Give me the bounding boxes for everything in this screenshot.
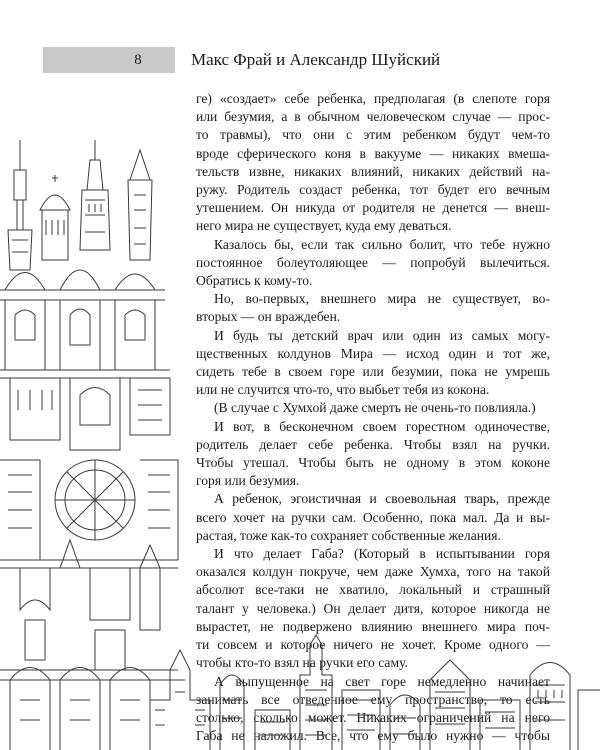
text-line: тельств извне, никаких влияний, никаких действий на- xyxy=(196,163,550,179)
text-line: талант у человека.) Он делает дитя, которое никогда не xyxy=(196,600,550,616)
text-line: А ребенок, эгоистичная и своевольная тварь, прежде xyxy=(214,491,550,507)
text-line: Чтобы утешал. Чтобы быть не одному в этом коконе xyxy=(196,455,550,471)
text-line: родитель делает себе ребенка. Чтобы взял на ручки. xyxy=(196,436,550,452)
text-line: И что делает Габа? (Который в испытывании горя xyxy=(214,546,550,562)
text-line: всего хочет на ручки сам. Особенно, пока мал. Да и вы- xyxy=(196,509,550,525)
running-title: Макс Фрай и Александр Шуйский xyxy=(191,50,441,69)
text-line: столько, сколько может. Никаких ограничений на него xyxy=(196,709,550,725)
text-line: Обратись к кому-то. xyxy=(196,273,313,289)
text-line: утешением. Он никуда от родителя не денется — внеш- xyxy=(196,200,550,216)
text-line: оказался колдун покруче, чем даже Хумха, того на такой xyxy=(196,564,550,580)
text-line: занимать все отведенное ему пространство, то есть xyxy=(196,691,550,707)
text-line: постоянное болеутоляющее — попробуй вылечиться. xyxy=(196,254,550,270)
text-line: то травмы), что они с этим ребенком будут чем-то xyxy=(196,127,550,143)
text-line: него мира не существует, куда ему деваться. xyxy=(196,218,452,234)
page-number: 8 xyxy=(134,52,142,68)
text-line: А выпущенное на свет горе немедленно начинает xyxy=(214,673,550,689)
text-line: И будь ты детский врач или один из самых могу- xyxy=(214,327,550,343)
text-line: чтобы кто-то взял на ручки его саму. xyxy=(196,655,408,671)
text-line: Но, во-первых, внешнего мира не существует, во- xyxy=(214,291,550,307)
bottom-city-skyline-illustration xyxy=(150,630,600,750)
text-line: горя или безумия. xyxy=(196,473,300,489)
header-band xyxy=(43,47,175,73)
text-line: вторых — он враждебен. xyxy=(196,309,341,325)
text-line: или безумия, а в обычном человеческом случае — прос- xyxy=(196,109,550,125)
text-line: сидеть тебе в своем горе или безумии, пока не умрешь xyxy=(196,364,550,380)
text-line: Габа не наложил. Все, что ему было нужно — чтобы xyxy=(196,728,550,744)
text-line: ге) «создает» себе ребенка, предполагая (в слепоте горя xyxy=(196,91,550,106)
text-line: (В случае с Хумхой даже смерть не очень-то повлияла.) xyxy=(214,400,536,416)
text-line: абсолют все-таки не хватило, локальный и страшный xyxy=(196,582,550,598)
text-line: И вот, в бесконечном своем горестном одиночестве, xyxy=(214,418,550,434)
text-line: Казалось бы, если так сильно болит, что тебе нужно xyxy=(214,236,550,252)
text-line: вроде сферического коня в вакууме — никаких вмеша- xyxy=(196,145,550,161)
text-line: или не случится что-то, что выбьет тебя из кокона. xyxy=(196,382,490,398)
text-line: ти совсем и которое ничего не хочет. Кроме одного — xyxy=(196,637,550,653)
text-line: растая, тоже как-то сохраняет собственные желания. xyxy=(196,527,501,543)
text-line: вырастет, не подвержено влиянию внешнего мира поч- xyxy=(196,618,550,634)
text-line: щественных колдунов Мира — исход один и тот же, xyxy=(196,345,550,361)
text-line: ружу. Родитель создаст ребенка, тот будет его вечным xyxy=(196,182,550,198)
